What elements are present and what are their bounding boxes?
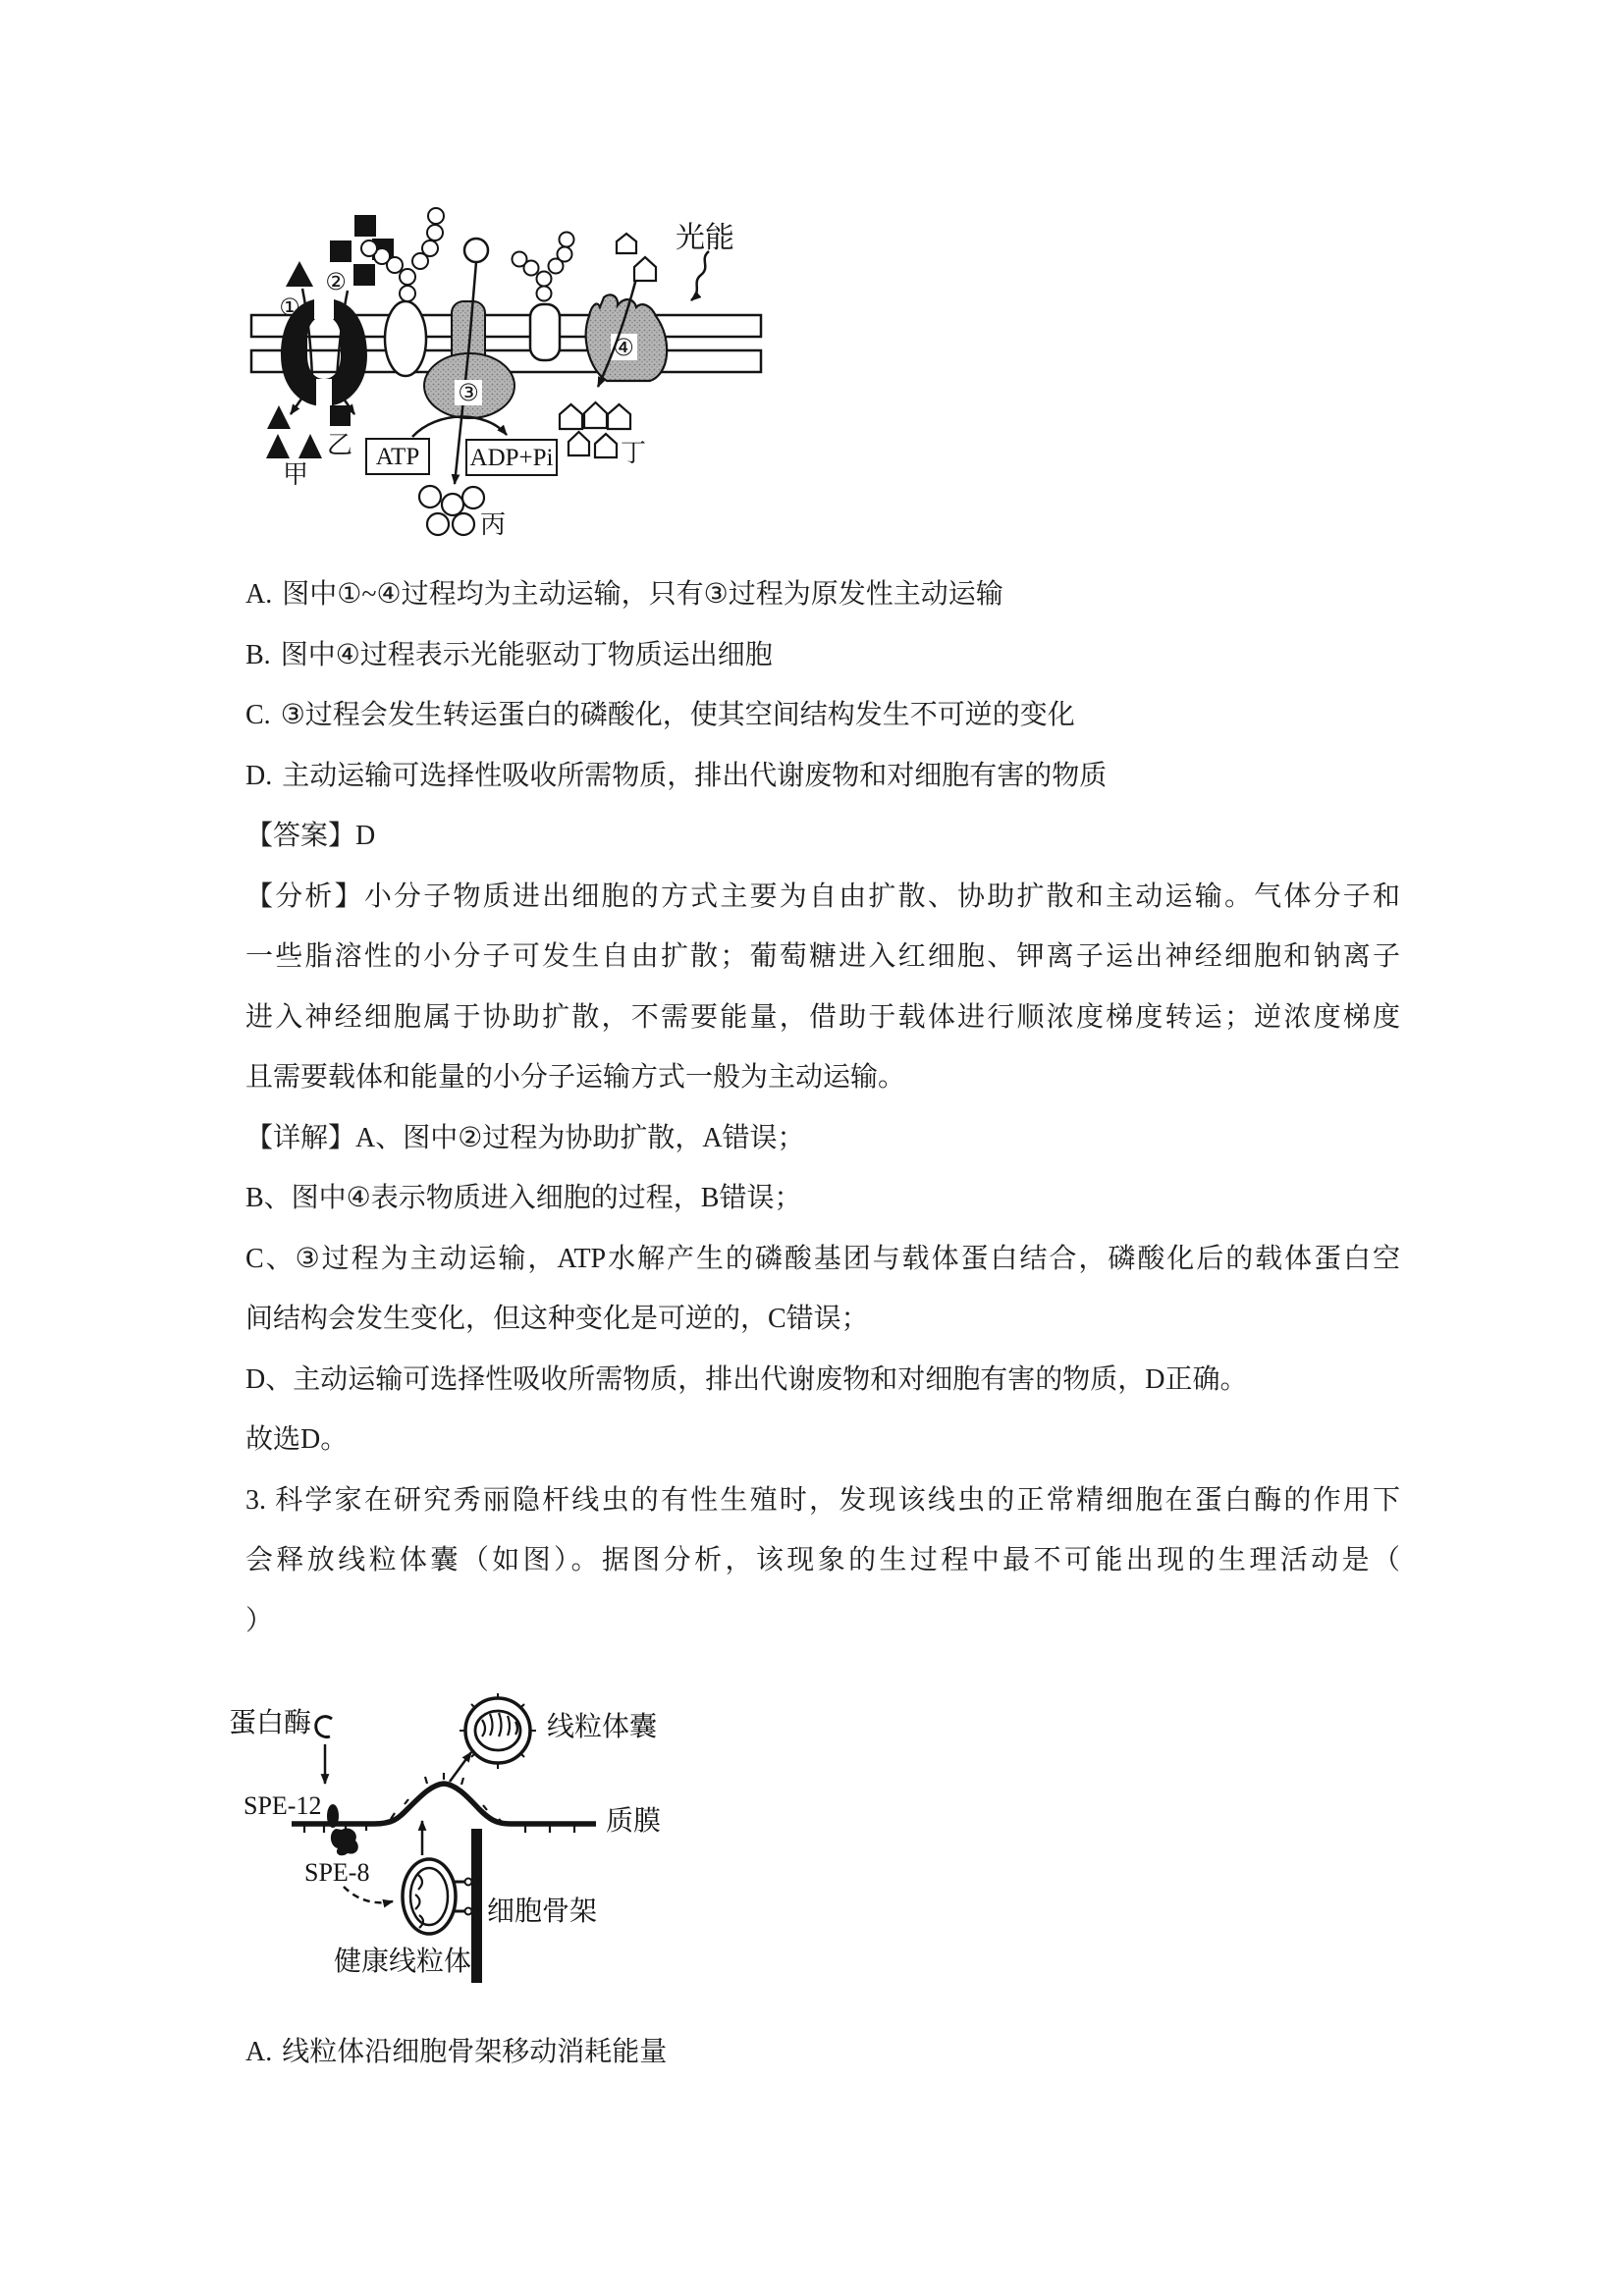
healthy-mitochondria — [403, 1859, 456, 1934]
membrane-bilayer — [251, 315, 761, 372]
q2-option-a-letter: A. — [245, 579, 273, 610]
mitochondria-release-diagram — [226, 1693, 668, 1988]
q2-option-a-text: 图中①~④过程均为主动运输，只有③过程为原发性主动运输 — [282, 579, 1003, 610]
q2-option-b — [245, 625, 1400, 686]
atp-label: ATP — [375, 444, 420, 470]
membrane-transport-diagram — [245, 147, 766, 550]
answer-tag: 【答案】 — [245, 821, 356, 851]
plasma-membrane-label: 质膜 — [606, 1806, 662, 1837]
process-2-label: ② — [325, 270, 347, 295]
jia-label: 甲 — [282, 460, 309, 489]
q2-detail-line-5: D、主动运输可选择性吸收所需物质，排出代谢废物和对细胞有害的物质，D正确。 — [245, 1363, 1248, 1395]
bing-label: 丙 — [479, 510, 507, 539]
q2-analysis-line-2: 一些脂溶性的小分子可发生自由扩散；葡萄糖进入红细胞、钾离子运出神经细胞和钠离子 — [245, 941, 1400, 972]
protease-enzyme — [316, 1717, 332, 1784]
protease-label: 蛋白酶 — [229, 1708, 312, 1738]
q2-option-c-letter: C. — [245, 700, 271, 730]
q2-option-c-text: ③过程会发生转运蛋白的磷酸化，使其空间结构发生不可逆的变化 — [280, 700, 1075, 730]
q3-option-a — [245, 2022, 1400, 2083]
mitochondria-release-svg — [226, 1693, 668, 1988]
mitochondria-vesicle — [460, 1693, 536, 1769]
q2-option-b-text: 图中④过程表示光能驱动丁物质运出细胞 — [280, 639, 773, 670]
vesicle-label: 线粒体囊 — [547, 1712, 658, 1742]
q2-option-d-text: 主动运输可选择性吸收所需物质，排出代谢废物和对细胞有害的物质 — [282, 760, 1108, 791]
cytoskeleton-label: 细胞骨架 — [487, 1896, 598, 1927]
process-1-label: ① — [279, 295, 300, 321]
yi-label: 乙 — [326, 431, 353, 459]
q2-analysis-line-3: 进入神经细胞属于协助扩散，不需要能量，借助于载体进行顺浓度梯度转运；逆浓度梯度 — [245, 1001, 1400, 1033]
spe8-dashed-arrow — [344, 1887, 393, 1902]
q2-option-c — [245, 685, 1400, 746]
vesicle-release-arrow — [450, 1752, 471, 1782]
spe12-protein — [327, 1804, 339, 1828]
q2-answer-line — [245, 806, 1400, 867]
ding-label: 丁 — [620, 439, 647, 467]
q2-analysis-line-4: 且需要载体和能量的小分子运输方式一般为主动运输。 — [245, 1062, 906, 1093]
q2-conclusion-line: 故选D。 — [245, 1424, 349, 1455]
healthy-mitochondria-label: 健康线粒体 — [334, 1947, 472, 1977]
light-energy-label: 光能 — [676, 222, 734, 254]
process-3-label: ③ — [458, 381, 479, 406]
q2-detail-line-1: 【详解】A、图中②过程为协助扩散，A错误； — [245, 1122, 805, 1153]
process-4-label: ④ — [613, 336, 634, 361]
cylinder-channel-protein — [513, 233, 574, 361]
q2-option-d — [245, 746, 1400, 807]
bing-molecules — [419, 486, 484, 535]
q3-stem-line-1: 3. 科学家在研究秀丽隐杆线虫的有性生殖时，发现该线虫的正常精细胞在蛋白酶的作用下 — [245, 1484, 1400, 1516]
q2-detail-line-4: 间结构会发生变化，但这种变化是可逆的，C错误； — [245, 1304, 869, 1334]
answer-value: D — [355, 821, 376, 851]
q3-option-a-letter: A. — [245, 2037, 273, 2067]
q2-option-d-letter: D. — [245, 760, 273, 791]
q2-detail-line-3: C、③过程为主动运输，ATP水解产生的磷酸基团与载体蛋白结合，磷酸化后的载体蛋白空 — [245, 1243, 1400, 1274]
q3-option-a-text: 线粒体沿细胞骨架移动消耗能量 — [282, 2037, 668, 2067]
spe8-label: SPE-8 — [304, 1858, 370, 1887]
q2-analysis-line-1: 【分析】小分子物质进出细胞的方式主要为自由扩散、协助扩散和主动运输。气体分子和 — [245, 881, 1400, 912]
q3-stem-line-3: ） — [245, 1605, 274, 1636]
adp-pi-label: ADP+Pi — [469, 445, 554, 471]
question-2-text-block — [245, 564, 1400, 1651]
q2-option-a — [245, 564, 1400, 625]
spe8-protein — [331, 1828, 358, 1855]
q2-option-b-letter: B. — [245, 639, 271, 670]
cytoskeleton-filament — [471, 1829, 482, 1983]
q3-stem-line-2: 会释放线粒体囊（如图）。据图分析，该现象的生过程中最不可能出现的生理活动是（ — [245, 1545, 1400, 1575]
spe12-label: SPE-12 — [244, 1791, 322, 1820]
q2-detail-line-2: B、图中④表示物质进入细胞的过程，B错误； — [245, 1183, 802, 1213]
membrane-transport-svg — [245, 147, 766, 550]
